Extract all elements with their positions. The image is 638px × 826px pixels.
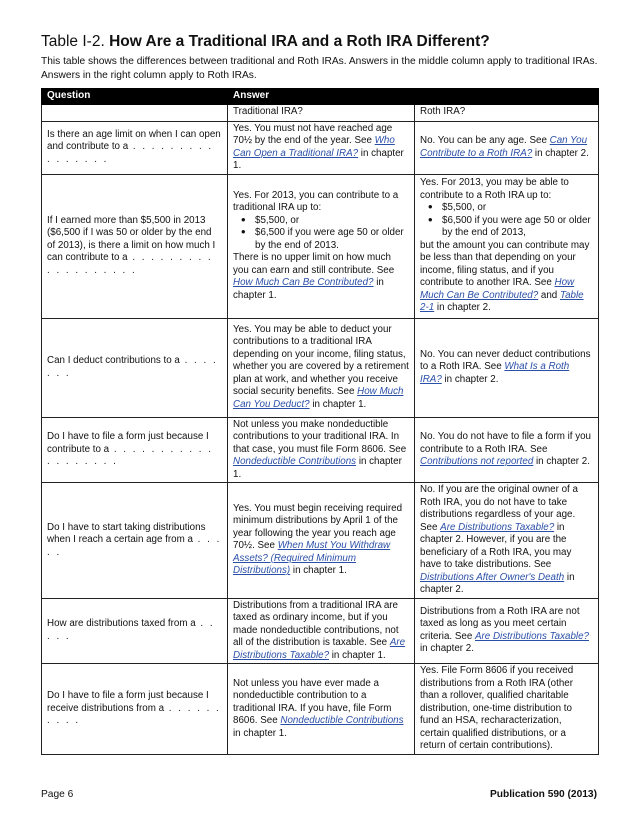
question-text: How are distributions taxed from a bbox=[47, 618, 196, 630]
link-are-distributions-taxable[interactable]: Are Distributions Taxable? bbox=[475, 630, 589, 642]
traditional-answer-cell bbox=[228, 121, 415, 174]
answer-text: Yes. You may be able to deduct your contributions to a traditional IRA depending on your income, filing status, whether you are covered by a retirement plan at work, and whether you receive social security benefits. See bbox=[233, 323, 409, 398]
roth-answer-cell: Yes. File Form 8606 if you received distributions from a Roth IRA (other than a rollover, qualified charitable distribution, one-time distribution to fund an HSA, recharacterization, certain qualified distributions, or a return of certain contributions). bbox=[415, 664, 599, 755]
answer-text: Yes. For 2013, you may be able to contribute to a Roth IRA up to: bbox=[420, 177, 569, 201]
subheader-empty bbox=[42, 104, 228, 121]
link-what-is-a-roth-ira[interactable]: What Is a Roth IRA? bbox=[420, 361, 570, 385]
roth-answer-cell bbox=[415, 121, 599, 174]
table-row bbox=[42, 121, 599, 174]
link-how-much-can-be-contributed[interactable]: How Much Can Be Contributed? bbox=[233, 277, 374, 289]
link-how-much-can-you-deduct[interactable]: How Much Can You Deduct? bbox=[233, 386, 404, 410]
comparison-table bbox=[41, 88, 599, 755]
page-number: Page 6 bbox=[41, 789, 74, 800]
answer-text: in chapter 1. bbox=[233, 456, 402, 480]
answer-text: in chapter 1. bbox=[233, 727, 287, 739]
bullet-item: • $6,500 if you were age 50 or older by the end of 2013, bbox=[420, 215, 593, 240]
answer-text: in chapter 1. bbox=[290, 565, 347, 577]
table-intro: This table shows the differences between traditional and Roth IRAs. Answers in the middle column apply to traditional IRAs. Answers in the right column apply to Roth IRAs. bbox=[41, 56, 598, 81]
link-nondeductible-contributions[interactable]: Nondeductible Contributions bbox=[233, 456, 357, 467]
answer-text: in chapter 2. bbox=[420, 643, 474, 655]
question-text: Can I deduct contributions to a bbox=[47, 355, 180, 366]
answer-text: in chapter 2. bbox=[533, 456, 590, 467]
answer-text: in chapter 2. bbox=[441, 373, 499, 385]
answer-text: in chapter 1. bbox=[329, 649, 386, 661]
table-row bbox=[42, 664, 599, 755]
answer-text: Yes. For 2013, you can contribute to a traditional IRA up to: bbox=[233, 189, 399, 214]
answer-text: in chapter 1. bbox=[233, 147, 404, 171]
subheader-traditional: Traditional IRA? bbox=[228, 104, 415, 121]
table-row bbox=[42, 318, 599, 417]
table-row bbox=[42, 483, 599, 599]
question-cell bbox=[42, 598, 228, 664]
table-title-prefix: Table I-2. bbox=[41, 33, 105, 50]
link-are-distributions-taxable[interactable]: Are Distributions Taxable? bbox=[233, 637, 406, 661]
answer-text: Yes. You must begin receiving required minimum distributions by April 1 of the year following the year you reach age 70 bbox=[233, 502, 403, 552]
dot-leader: . . . . . . . bbox=[47, 355, 218, 379]
link-how-much-can-be-contributed[interactable]: How Much Can Be Contributed? bbox=[420, 277, 575, 301]
roth-answer-cell bbox=[415, 318, 599, 417]
subheader-roth: Roth IRA? bbox=[415, 104, 599, 121]
fraction: ½ bbox=[243, 135, 253, 146]
dot-leader: . . . . . . . . . . . . . . . . bbox=[47, 141, 214, 165]
dot-leader: . . . . . . . . . . . . . . . . . . . bbox=[47, 252, 213, 276]
link-nondeductible-contributions[interactable]: Nondeductible Contributions bbox=[280, 715, 404, 726]
header-answer: Answer bbox=[228, 89, 599, 105]
answer-text: in chapter 2. bbox=[532, 147, 589, 159]
answer-text: No. You do not have to file a form if you contribute to a Roth IRA. See bbox=[420, 431, 592, 455]
question-text: Do I have to start taking distributions when I reach a certain age from a bbox=[47, 521, 206, 545]
answer-text: Not unless you make nondeductible contributions to your traditional IRA. In that case, you must file Form 8606. See bbox=[233, 418, 407, 455]
question-text: Do I have to file a form just because I contribute to a bbox=[47, 431, 209, 455]
answer-text: and bbox=[538, 289, 560, 301]
traditional-answer-cell bbox=[228, 318, 415, 417]
question-cell bbox=[42, 483, 228, 599]
answer-text: There is no upper limit on how much you can earn and still contribute. See bbox=[233, 252, 395, 276]
traditional-answer-cell bbox=[228, 598, 415, 664]
roth-answer-cell bbox=[415, 598, 599, 664]
link-distributions-after-owners-death[interactable]: Distributions After Owner's Death bbox=[420, 571, 565, 583]
dot-leader: . . . . . bbox=[47, 534, 222, 558]
roth-answer-cell bbox=[415, 174, 599, 318]
traditional-answer-cell bbox=[228, 417, 415, 483]
header-question: Question bbox=[42, 89, 228, 105]
link-table-2-1[interactable]: Table 2-1 bbox=[420, 289, 584, 314]
answer-text: in chapter 2. However, if you are the beneficiary of a Roth IRA, you may have to take distributions. See bbox=[420, 521, 572, 570]
link-are-distributions-taxable[interactable]: Are Distributions Taxable? bbox=[440, 521, 555, 533]
roth-answer-cell bbox=[415, 417, 599, 483]
traditional-answer-cell bbox=[228, 664, 415, 755]
dot-leader: . . . . . bbox=[47, 618, 215, 642]
answer-text: No. You can be any age. See bbox=[420, 135, 550, 146]
table-row bbox=[42, 417, 599, 483]
answer-text: Distributions from a Roth IRA are not taxed as long as you meet certain criteria. See bbox=[420, 605, 580, 642]
answer-text: Not unless you have ever made a nondeductible contribution to a traditional IRA. If you have, file Form 8606. See bbox=[233, 677, 392, 726]
table-row bbox=[42, 598, 599, 664]
question-text: If I earned more than $5,500 in 2013 ($6,500 if I was 50 or older by the end of 2013), is there a limit on how much I can contribute to a bbox=[47, 214, 216, 264]
question-text: Is there an age limit on when I can open and contribute to a bbox=[47, 128, 221, 153]
answer-text: Distributions from a traditional IRA are taxed as ordinary income, but if you made nondeductible contributions, not all of the distribution is taxable. See bbox=[233, 599, 399, 648]
answer-text: Yes. You must not have reached age 70 bbox=[233, 122, 393, 146]
traditional-answer-cell bbox=[228, 483, 415, 599]
table-title bbox=[41, 33, 490, 51]
answer-text: in chapter 2. bbox=[434, 302, 491, 314]
traditional-answer-cell bbox=[228, 174, 415, 318]
question-cell bbox=[42, 318, 228, 417]
dot-leader: . . . . . . . . . . bbox=[47, 702, 221, 726]
answer-text: by the end of the year. See bbox=[252, 135, 375, 146]
bullet-list bbox=[420, 202, 593, 240]
answer-text: No. If you are the original owner of a Roth IRA, you do not have to take distributions regardless of your age. See bbox=[420, 484, 578, 533]
table-header-row bbox=[42, 89, 599, 105]
table-title-heading: How Are a Traditional IRA and a Roth IRA Different? bbox=[109, 33, 490, 50]
answer-text: in chapter 2. bbox=[420, 571, 575, 595]
question-text: Do I have to file a form just because I receive distributions from a bbox=[47, 690, 209, 714]
link-can-you-contribute-roth[interactable]: Can You Contribute to a Roth IRA? bbox=[420, 135, 588, 159]
answer-text: No. You can never deduct contributions to a Roth IRA. See bbox=[420, 348, 591, 373]
fraction: ½ bbox=[243, 540, 253, 552]
question-cell bbox=[42, 121, 228, 174]
answer-text: . See bbox=[252, 540, 278, 552]
table-row bbox=[42, 174, 599, 318]
link-contributions-not-reported[interactable]: Contributions not reported bbox=[420, 456, 534, 467]
table-subheader-row bbox=[42, 104, 599, 121]
question-cell bbox=[42, 174, 228, 318]
bullet-item: • $6,500 if you were age 50 or older by the end of 2013. bbox=[233, 227, 409, 252]
link-when-must-you-withdraw-assets[interactable]: When Must You Withdraw Assets? (Required Minimum Distributions) bbox=[233, 540, 391, 577]
roth-answer-cell bbox=[415, 483, 599, 599]
dot-leader: . . . . . . . . . . . . . . . . . . . bbox=[47, 443, 213, 467]
question-cell bbox=[42, 664, 228, 755]
bullet-list bbox=[233, 215, 409, 253]
answer-text: but the amount you can contribute may be less than that depending on your income, filing status, and if you contribute to another IRA. See bbox=[420, 239, 590, 289]
link-who-can-open-traditional-ira[interactable]: Who Can Open a Traditional IRA? bbox=[233, 135, 395, 159]
bullet-item: • $5,500, or bbox=[420, 202, 593, 215]
answer-text: in chapter 1. bbox=[233, 277, 384, 301]
answer-text: in chapter 1. bbox=[309, 398, 367, 410]
publication-name: Publication 590 (2013) bbox=[489, 789, 597, 800]
question-cell bbox=[42, 417, 228, 483]
bullet-item: • $5,500, or bbox=[233, 215, 409, 228]
